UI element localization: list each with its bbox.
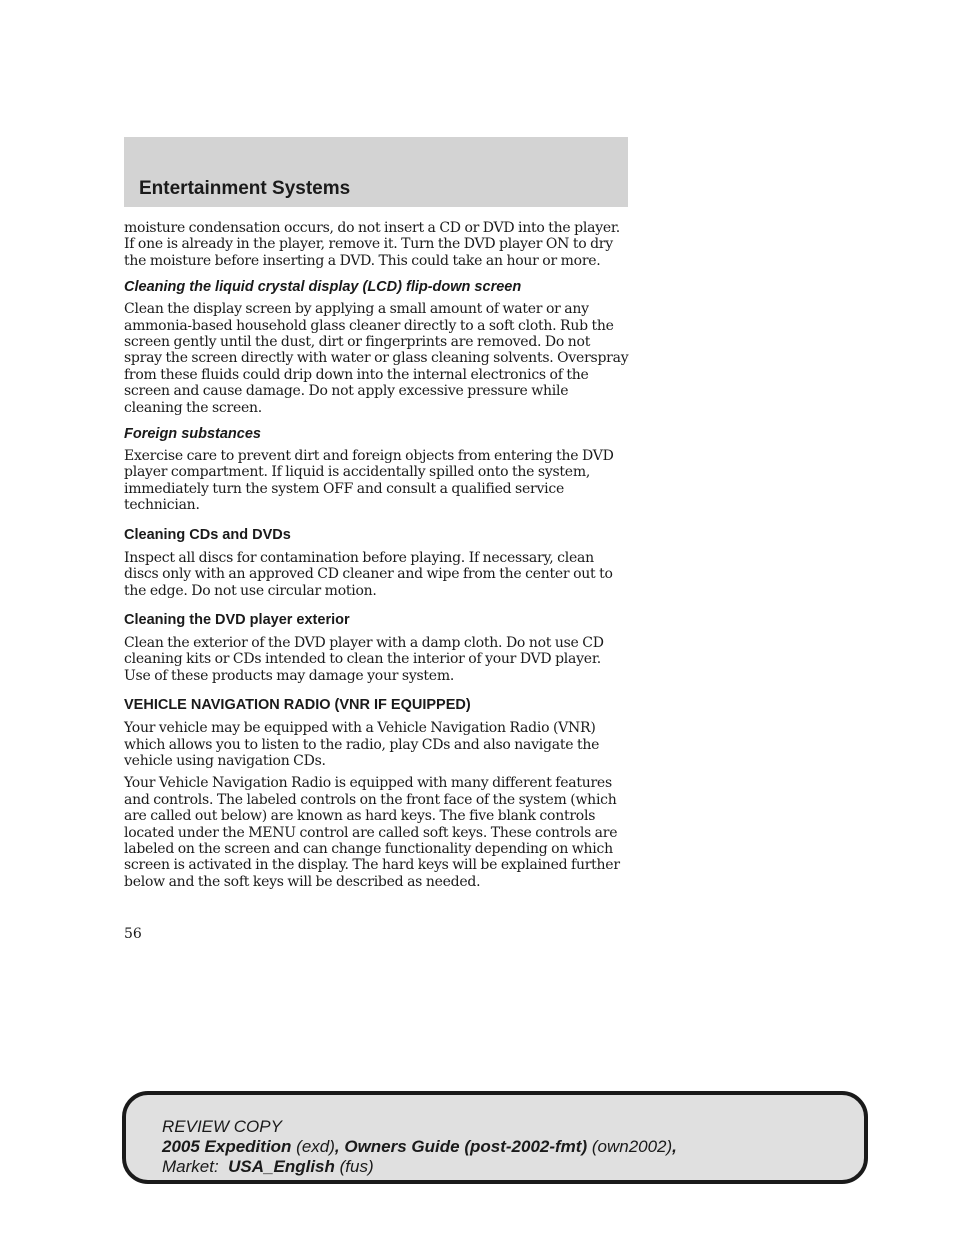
footer-text <box>162 1117 677 1177</box>
paragraph-vnr-controls: Your Vehicle Navigation Radio is equipped with many different features and controls. The labeled controls on the front face of the system (which are called out below) are known as hard keys. The five blank controls located under the MENU control are called soft keys. These controls are labeled on the screen and can change functionality depending on which screen is activated in the display. The hard keys will be explained further below and the soft keys will be described as needed. <box>124 775 620 890</box>
paragraph-moisture: moisture condensation occurs, do not insert a CD or DVD into the player. If one is already in the player, remove it. Turn the DVD player ON to dry the moisture before inserting a DVD. This could take an hour or more. <box>124 220 620 269</box>
heading-vnr: VEHICLE NAVIGATION RADIO (VNR IF EQUIPPED) <box>124 697 471 714</box>
page-content <box>124 220 630 896</box>
footer-market-code: (fus) <box>339 1157 374 1176</box>
heading-cleaning-discs: Cleaning CDs and DVDs <box>124 526 291 543</box>
footer-model: 2005 Expedition <box>162 1137 292 1156</box>
paragraph-foreign-substances: Exercise care to prevent dirt and foreign objects from entering the DVD player compartment. If liquid is accidentally spilled onto the system, immediately turn the system OFF and consult a qualified service technician. <box>124 448 614 514</box>
section-title: Entertainment Systems <box>139 178 351 199</box>
footer-guide-code: (own2002) <box>591 1137 673 1156</box>
heading-cleaning-lcd: Cleaning the liquid crystal display (LCD) flip-down screen <box>124 279 522 296</box>
paragraph-dvd-exterior: Clean the exterior of the DVD player with a damp cloth. Do not use CD cleaning kits or CDs intended to clean the interior of your DVD player. Use of these products may damage your system. <box>124 634 604 684</box>
section-header-band <box>124 137 628 207</box>
footer-market-label: Market: <box>162 1157 219 1176</box>
paragraph-vnr-intro: Your vehicle may be equipped with a Vehicle Navigation Radio (VNR) which allows you to listen to the radio, play CDs and also navigate the vehicle using navigation CDs. <box>124 720 600 769</box>
footer-market: USA_English <box>228 1157 335 1176</box>
page-number: 56 <box>124 926 142 942</box>
heading-foreign-substances: Foreign substances <box>124 426 261 443</box>
review-copy-footer <box>122 1091 868 1184</box>
footer-comma: , <box>672 1137 677 1156</box>
footer-market-line <box>162 1157 677 1177</box>
footer-review-label: REVIEW COPY <box>162 1117 282 1136</box>
footer-guide-title: , Owners Guide (post-2002-fmt) <box>334 1137 588 1156</box>
footer-document-line <box>162 1137 677 1157</box>
paragraph-cleaning-lcd: Clean the display screen by applying a small amount of water or any ammonia-based household glass cleaner directly to a soft cloth. Rub the screen gently until the dust, dirt or fingerprints are removed. Do not spray the screen directly with water or glass cleaning solvents. Overspray from these fluids could drip down into the internal electronics of the screen and cause damage. Do not apply excessive pressure while cleaning the screen. <box>124 301 629 416</box>
heading-dvd-exterior: Cleaning the DVD player exterior <box>124 611 350 628</box>
footer-model-code: (exd) <box>296 1137 335 1156</box>
paragraph-cleaning-discs: Inspect all discs for contamination before playing. If necessary, clean discs only with an approved CD cleaner and wipe from the center out to the edge. Do not use circular motion. <box>124 549 613 599</box>
